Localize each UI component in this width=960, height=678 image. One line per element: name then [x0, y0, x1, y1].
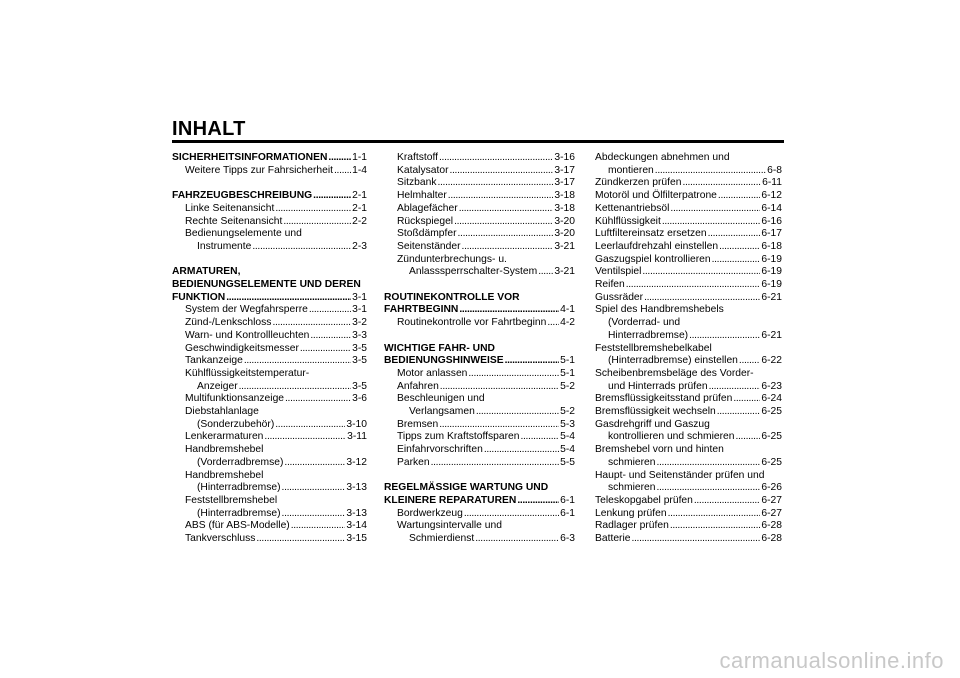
toc-entry-line[interactable]: Beschleunigen und [397, 393, 485, 405]
toc-column-3 [595, 152, 782, 546]
toc-entry[interactable]: Seitenständer . . . 3-21 [384, 241, 575, 254]
toc-entry[interactable]: Rückspiegel . . . 3-20 [384, 216, 575, 229]
toc-entry[interactable]: schmieren . . . 6-26 [595, 482, 782, 495]
toc-entry[interactable]: Bremsen . . . 5-3 [384, 419, 575, 432]
toc-entry[interactable]: (Hinterradbremse) einstellen . . . 6-22 [595, 355, 782, 368]
toc-entry[interactable]: Kettenantriebsöl . . . 6-14 [595, 203, 782, 216]
toc-entry[interactable]: ABS (für ABS-Modelle) . . . 3-14 [172, 520, 367, 533]
toc-entry[interactable]: Leerlaufdrehzahl einstellen . . . 6-18 [595, 241, 782, 254]
toc-entry-line[interactable]: Zündunterbrechungs- u. [397, 253, 507, 265]
toc-entry[interactable]: Verlangsamen . . . 5-2 [384, 406, 575, 419]
toc-entry[interactable]: FAHRTBEGINN . . . 4-1 [384, 304, 575, 317]
toc-entry-line[interactable]: Kühlflüssigkeitstemperatur- [185, 367, 310, 379]
toc-entry[interactable]: Lenkerarmaturen . . . 3-11 [172, 431, 367, 444]
toc-entry[interactable]: Zündkerzen prüfen . . . 6-11 [595, 177, 782, 190]
title-rule [172, 140, 784, 143]
toc-entry[interactable]: Reifen . . . 6-19 [595, 279, 782, 292]
toc-column-1 [172, 152, 367, 546]
toc-entry[interactable]: Luftfiltereinsatz ersetzen . . . 6-17 [595, 228, 782, 241]
toc-entry[interactable]: Rechte Seitenansicht . . . 2-2 [172, 216, 367, 229]
toc-entry-line[interactable]: Feststellbremshebelkabel [595, 342, 712, 354]
toc-entry[interactable]: Anzeiger . . . 3-5 [172, 381, 367, 394]
toc-entry[interactable]: Weitere Tipps zur Fahrsicherheit . . . 1-4 [172, 165, 367, 178]
toc-entry-line[interactable]: ARMATUREN, [172, 266, 241, 278]
toc-entry-line[interactable]: Bedienungselemente und [185, 228, 302, 240]
toc-entry-line[interactable]: Spiel des Handbremshebels [595, 304, 724, 316]
toc-entry[interactable]: Ventilspiel . . . 6-19 [595, 266, 782, 279]
toc-entry[interactable]: Gussräder . . . 6-21 [595, 292, 782, 305]
toc-entry[interactable]: schmieren . . . 6-25 [595, 457, 782, 470]
toc-entry[interactable]: Stoßdämpfer . . . 3-20 [384, 228, 575, 241]
toc-entry[interactable]: Batterie . . . 6-28 [595, 533, 782, 546]
toc-entry-line[interactable]: Handbremshebel [185, 469, 264, 481]
toc-entry-line[interactable]: Gasdrehgriff und Gaszug [595, 418, 710, 430]
toc-entry[interactable]: Bremsflüssigkeit wechseln . . . 6-25 [595, 406, 782, 419]
toc-entry[interactable]: Lenkung prüfen . . . 6-27 [595, 508, 782, 521]
toc-entry-line[interactable]: Scheibenbremsbeläge des Vorder- [595, 367, 754, 379]
toc-entry[interactable]: Anfahren . . . 5-2 [384, 381, 575, 394]
toc-entry[interactable]: (Vorderradbremse) . . . 3-12 [172, 457, 367, 470]
toc-entry[interactable]: Tankanzeige . . . 3-5 [172, 355, 367, 368]
toc-entry[interactable]: Motoröl und Ölfilterpatrone . . . 6-12 [595, 190, 782, 203]
toc-entry-line[interactable]: WICHTIGE FAHR- UND [384, 342, 495, 354]
toc-entry[interactable]: Einfahrvorschriften . . . 5-4 [384, 444, 575, 457]
toc-entry[interactable]: (Hinterradbremse) . . . 3-13 [172, 482, 367, 495]
toc-entry[interactable]: Geschwindigkeitsmesser . . . 3-5 [172, 343, 367, 356]
toc-entry[interactable]: Linke Seitenansicht . . . 2-1 [172, 203, 367, 216]
toc-entry[interactable]: Kraftstoff . . . 3-16 [384, 152, 575, 165]
toc-entry[interactable]: Katalysator . . . 3-17 [384, 165, 575, 178]
toc-entry[interactable]: Gaszugspiel kontrollieren . . . 6-19 [595, 254, 782, 267]
toc-entry-line[interactable]: Bremshebel vorn und hinten [595, 444, 724, 456]
toc-entry[interactable]: KLEINERE REPARATUREN . . . 6-1 [384, 495, 575, 508]
toc-entry[interactable]: Bordwerkzeug . . . 6-1 [384, 508, 575, 521]
toc-entry[interactable]: SICHERHEITSINFORMATIONEN . . . 1-1 [172, 152, 367, 165]
watermark: carmanualsonline.info [719, 648, 944, 673]
toc-entry[interactable]: Helmhalter . . . 3-18 [384, 190, 575, 203]
toc-entry[interactable]: Kühlflüssigkeit . . . 6-16 [595, 216, 782, 229]
toc-entry-line[interactable]: Diebstahlanlage [185, 406, 259, 418]
toc-entry[interactable]: Instrumente . . . 2-3 [172, 241, 367, 254]
toc-entry[interactable]: (Sonderzubehör) . . . 3-10 [172, 419, 367, 432]
toc-entry[interactable]: FUNKTION . . . 3-1 [172, 292, 367, 305]
toc-entry[interactable]: Bremsflüssigkeitsstand prüfen . . . 6-24 [595, 393, 782, 406]
toc-entry[interactable]: Sitzbank . . . 3-17 [384, 177, 575, 190]
toc-entry-line[interactable]: BEDIENUNGSELEMENTE UND DEREN [172, 279, 361, 290]
toc-entry-line[interactable]: Haupt- und Seitenständer prüfen und [595, 469, 765, 481]
toc-entry[interactable]: Routinekontrolle vor Fahrtbeginn . . . 4-2 [384, 317, 575, 330]
toc-entry[interactable]: Parken . . . 5-5 [384, 457, 575, 470]
toc-entry[interactable]: Multifunktionsanzeige . . . 3-6 [172, 393, 367, 406]
toc-entry-line[interactable]: ROUTINEKONTROLLE VOR [384, 291, 520, 303]
toc-entry[interactable]: kontrollieren und schmieren . . . 6-25 [595, 431, 782, 444]
toc-entry[interactable]: Warn- und Kontrollleuchten . . . 3-3 [172, 330, 367, 343]
toc-entry[interactable]: und Hinterrads prüfen . . . 6-23 [595, 381, 782, 394]
toc-entry[interactable]: BEDIENUNGSHINWEISE . . . 5-1 [384, 355, 575, 368]
toc-entry[interactable]: Hinterradbremse) . . . 6-21 [595, 330, 782, 343]
toc-entry[interactable]: Anlasssperrschalter-System . . . 3-21 [384, 266, 575, 279]
toc-entry-line[interactable]: Handbremshebel [185, 444, 264, 456]
page-title: INHALT [172, 118, 246, 140]
toc-entry-line[interactable]: Wartungsintervalle und [397, 520, 502, 532]
toc-entry-line[interactable]: (Vorderrad- und [608, 317, 681, 329]
toc-entry[interactable]: Motor anlassen . . . 5-1 [384, 368, 575, 381]
toc-entry[interactable]: Ablagefächer . . . 3-18 [384, 203, 575, 216]
toc-entry[interactable]: Radlager prüfen . . . 6-28 [595, 520, 782, 533]
toc-entry[interactable]: FAHRZEUGBESCHREIBUNG . . . 2-1 [172, 190, 367, 203]
toc-entry[interactable]: (Hinterradbremse) . . . 3-13 [172, 508, 367, 521]
toc-entry[interactable]: Zünd-/Lenkschloss . . . 3-2 [172, 317, 367, 330]
toc-entry[interactable]: System der Wegfahrsperre . . . 3-1 [172, 304, 367, 317]
toc-entry[interactable]: Schmierdienst . . . 6-3 [384, 533, 575, 546]
toc-entry[interactable]: montieren . . . 6-8 [595, 165, 782, 178]
toc-entry-line[interactable]: REGELMÄSSIGE WARTUNG UND [384, 482, 549, 494]
toc-entry[interactable]: Teleskopgabel prüfen . . . 6-27 [595, 495, 782, 508]
toc-entry[interactable]: Tipps zum Kraftstoffsparen . . . 5-4 [384, 431, 575, 444]
toc-entry-line[interactable]: Feststellbremshebel [185, 494, 278, 506]
toc-column-2 [384, 152, 575, 546]
toc-entry[interactable]: Tankverschluss . . . 3-15 [172, 533, 367, 546]
toc-entry-line[interactable]: Abdeckungen abnehmen und [595, 152, 730, 163]
